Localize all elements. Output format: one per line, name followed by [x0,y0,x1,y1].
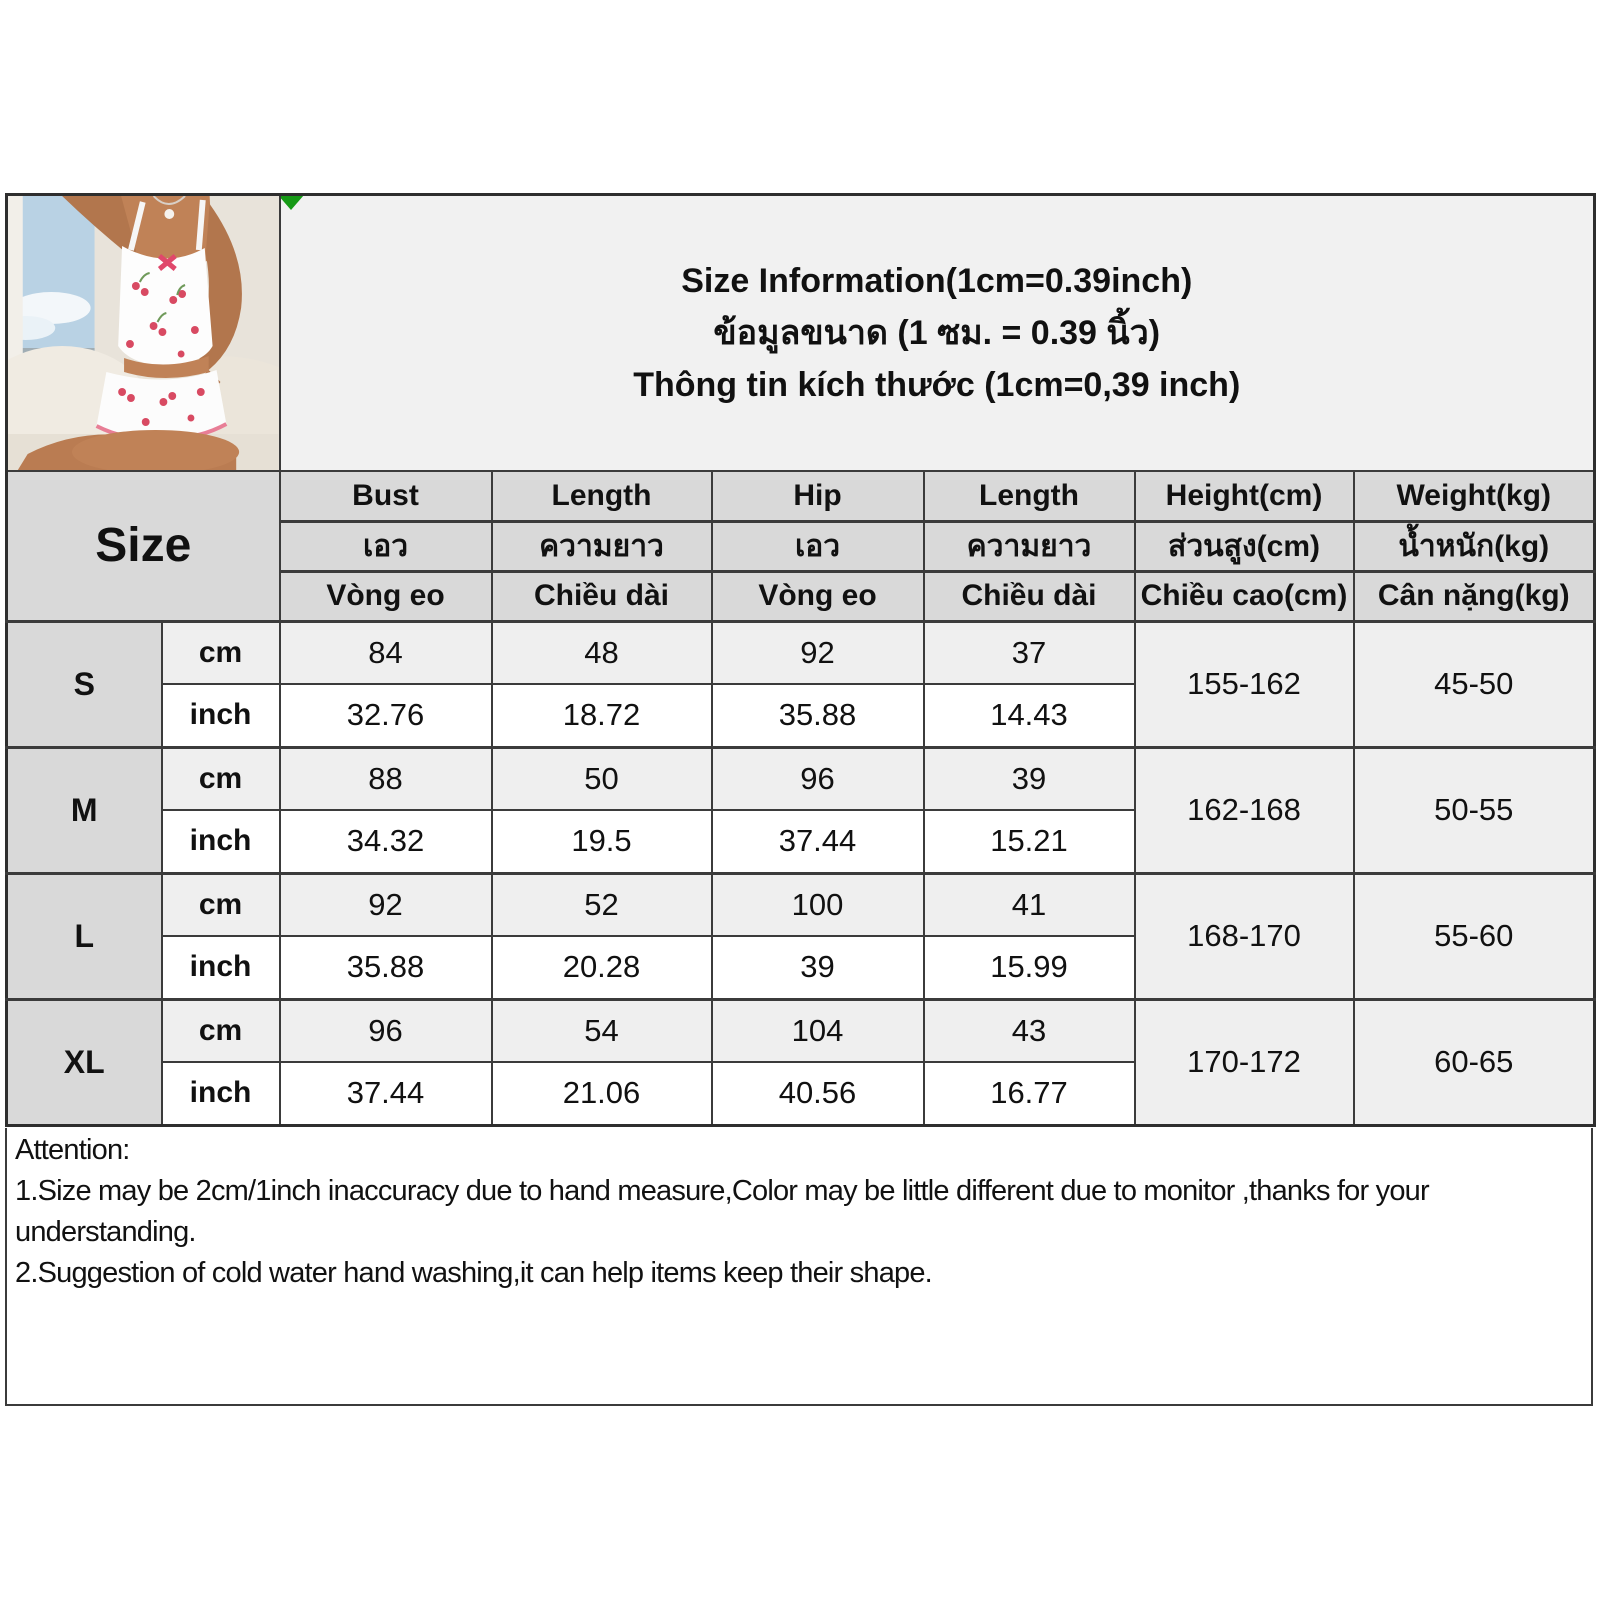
m-bust-cm: 88 [280,747,492,810]
unit-cm: cm [162,999,280,1062]
size-column-header: Size [7,471,280,621]
attention-notes [5,1128,1593,1406]
col-header-weight-th: น้ำหนัก(kg) [1354,521,1595,571]
m-length1-cm: 50 [492,747,712,810]
xl-height: 170-172 [1135,999,1354,1125]
col-header-hip-th: เอว [712,521,924,571]
m-weight: 50-55 [1354,747,1595,873]
size-label-xl: XL [7,999,162,1125]
s-hip-inch: 35.88 [712,684,924,747]
unit-inch: inch [162,810,280,873]
size-label-l: L [7,873,162,999]
xl-length2-inch: 16.77 [924,1062,1135,1125]
col-header-bust-th: เอว [280,521,492,571]
m-hip-cm: 96 [712,747,924,810]
col-header-length2-th: ความยาว [924,521,1135,571]
xl-hip-inch: 40.56 [712,1062,924,1125]
product-photo-illustration [8,196,279,470]
s-height: 155-162 [1135,621,1354,747]
unit-cm: cm [162,747,280,810]
l-hip-inch: 39 [712,936,924,999]
col-header-bust-vi: Vòng eo [280,571,492,621]
table-row [7,873,1595,936]
col-header-hip-en: Hip [712,471,924,521]
col-header-hip-vi: Vòng eo [712,571,924,621]
col-header-bust-en: Bust [280,471,492,521]
l-length2-inch: 15.99 [924,936,1135,999]
xl-bust-cm: 96 [280,999,492,1062]
col-header-height-th: ส่วนสูง(cm) [1135,521,1354,571]
product-image [8,196,279,470]
m-length2-inch: 15.21 [924,810,1135,873]
m-bust-inch: 34.32 [280,810,492,873]
col-header-length2-vi: Chiều dài [924,571,1135,621]
l-bust-inch: 35.88 [280,936,492,999]
xl-length2-cm: 43 [924,999,1135,1062]
l-height: 168-170 [1135,873,1354,999]
l-weight: 55-60 [1354,873,1595,999]
unit-inch: inch [162,684,280,747]
unit-inch: inch [162,1062,280,1125]
m-hip-inch: 37.44 [712,810,924,873]
comment-marker-icon [280,195,304,210]
attention-heading: Attention: [15,1134,130,1166]
col-header-height-vi: Chiều cao(cm) [1135,571,1354,621]
s-length1-cm: 48 [492,621,712,684]
size-label-m: M [7,747,162,873]
m-height: 162-168 [1135,747,1354,873]
s-length1-inch: 18.72 [492,684,712,747]
xl-weight: 60-65 [1354,999,1595,1125]
s-length2-cm: 37 [924,621,1135,684]
xl-hip-cm: 104 [712,999,924,1062]
m-length2-cm: 39 [924,747,1135,810]
size-chart-table [5,193,1596,1127]
l-length1-inch: 20.28 [492,936,712,999]
col-header-length1-th: ความยาว [492,521,712,571]
s-hip-cm: 92 [712,621,924,684]
attention-note-2: 2.Suggestion of cold water hand washing,it can help items keep their shape. [15,1257,932,1289]
l-hip-cm: 100 [712,873,924,936]
unit-inch: inch [162,936,280,999]
col-header-weight-en: Weight(kg) [1354,471,1595,521]
xl-bust-inch: 37.44 [280,1062,492,1125]
unit-cm: cm [162,873,280,936]
table-row [7,621,1595,684]
title-thai: ข้อมูลขนาด (1 ซม. = 0.39 นิ้ว) [713,314,1161,352]
title-vietnamese: Thông tin kích thước (1cm=0,39 inch) [633,366,1241,404]
xl-length1-inch: 21.06 [492,1062,712,1125]
s-length2-inch: 14.43 [924,684,1135,747]
xl-length1-cm: 54 [492,999,712,1062]
attention-note-1: 1.Size may be 2cm/1inch inaccuracy due to hand measure,Color may be little different due to monitor ,thanks for your understanding. [15,1175,1429,1248]
table-row [7,999,1595,1062]
size-label-s: S [7,621,162,747]
l-length2-cm: 41 [924,873,1135,936]
title-english: Size Information(1cm=0.39inch) [681,262,1193,300]
col-header-height-en: Height(cm) [1135,471,1354,521]
unit-cm: cm [162,621,280,684]
l-length1-cm: 52 [492,873,712,936]
col-header-length1-en: Length [492,471,712,521]
table-row [7,747,1595,810]
s-weight: 45-50 [1354,621,1595,747]
size-info-title-cell [280,195,1595,472]
s-bust-cm: 84 [280,621,492,684]
col-header-length1-vi: Chiều dài [492,571,712,621]
s-bust-inch: 32.76 [280,684,492,747]
col-header-length2-en: Length [924,471,1135,521]
m-length1-inch: 19.5 [492,810,712,873]
l-bust-cm: 92 [280,873,492,936]
col-header-weight-vi: Cân nặng(kg) [1354,571,1595,621]
product-image-cell [7,195,280,472]
